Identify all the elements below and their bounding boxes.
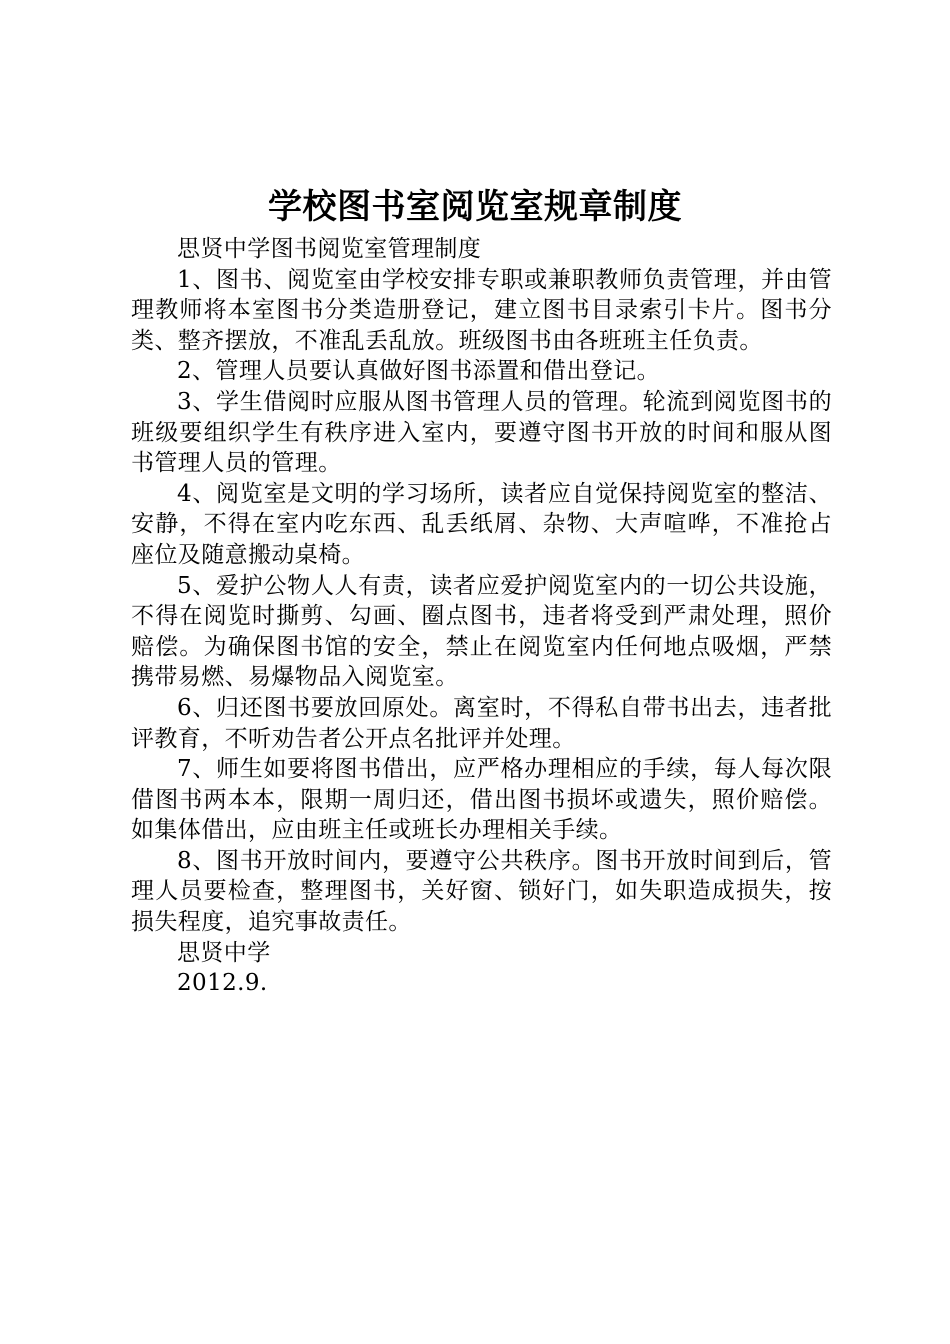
rule-1-paragraph: 1、图书、阅览室由学校安排专职或兼职教师负责管理，并由管理教师将本室图书分类造册登记，建立图书目录索引卡片。图书分类、整齐摆放，不准乱丢乱放。班级图书由各班班主任负责。: [131, 266, 832, 354]
rule-8-paragraph: 8、图书开放时间内，要遵守公共秩序。图书开放时间到后，管理人员要检查，整理图书，关好窗、锁好门，如失职造成损失，按损失程度，追究事故责任。: [131, 847, 832, 936]
document-title: 学校图书室阅览室规章制度: [268, 187, 682, 227]
rule-7-paragraph: 7、师生如要将图书借出，应严格办理相应的手续，每人每次限借图书两本本，限期一周归还，借出图书损坏或遗失，照价赔偿。如集体借出，应由班主任或班长办理相关手续。: [131, 756, 832, 844]
rule-6-paragraph: 6、归还图书要放回原处。离室时，不得私自带书出去，违者批评教育，不听劝告者公开点名批评并处理。: [131, 694, 832, 752]
subtitle-paragraph: 思贤中学图书阅览室管理制度: [177, 236, 482, 262]
rule-2-paragraph: 2、管理人员要认真做好图书添置和借出登记。: [177, 358, 661, 385]
rule-5-paragraph: 5、爱护公物人人有责，读者应爱护阅览室内的一切公共设施，不得在阅览时撕剪、勾画、圈点图书，违者将受到严肃处理，照价赔偿。为确保图书馆的安全，禁止在阅览室内任何地点吸烟，严禁携带易燃、易爆物品入阅览室。: [131, 572, 832, 691]
rule-3-paragraph: 3、学生借阅时应服从图书管理人员的管理。轮流到阅览图书的班级要组织学生有秩序进入室内，要遵守图书开放的时间和服从图书管理人员的管理。: [131, 388, 832, 477]
signature-date: 2012.9.: [177, 970, 268, 997]
rule-4-paragraph: 4、阅览室是文明的学习场所，读者应自觉保持阅览室的整洁、安静，不得在室内吃东西、乱丢纸屑、杂物、大声喧哗，不准抢占座位及随意搬动桌椅。: [131, 480, 832, 568]
document-body: [131, 234, 832, 999]
signature-school: 思贤中学: [177, 939, 271, 966]
